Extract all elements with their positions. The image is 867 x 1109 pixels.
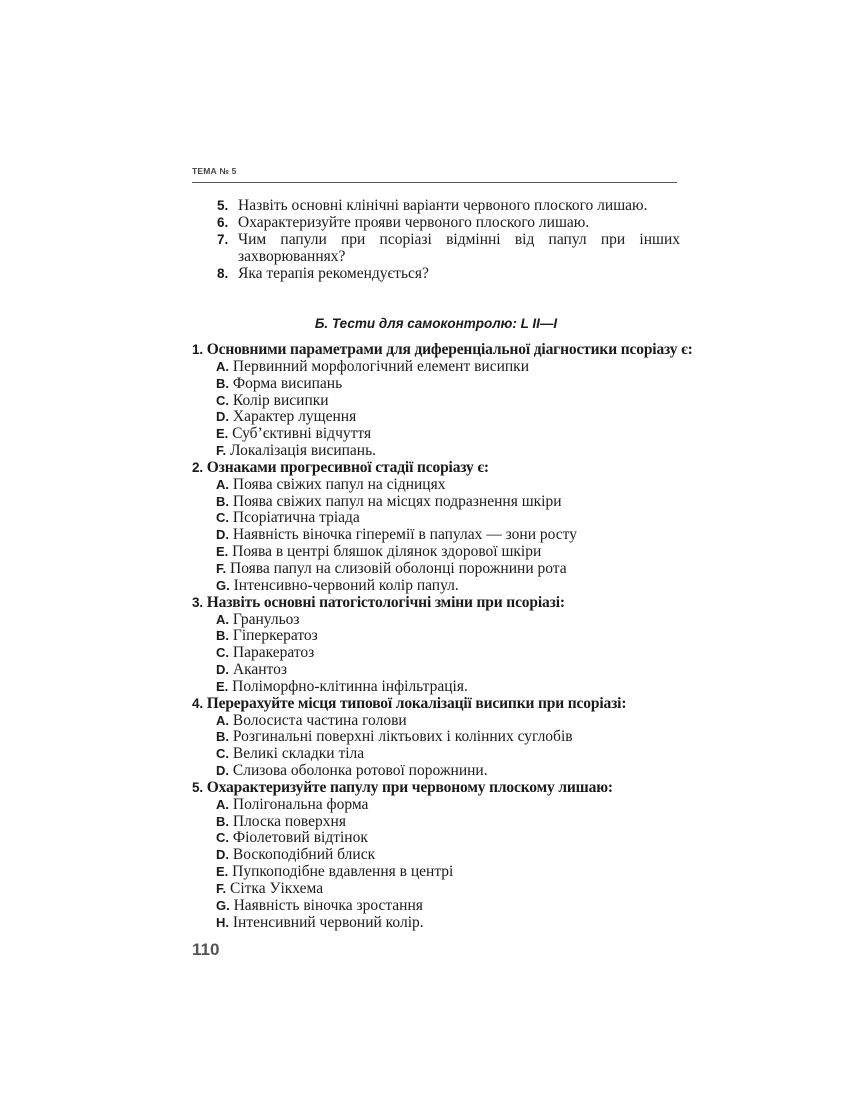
option-text: Інтенсивно-червоний колір папул.	[233, 576, 459, 594]
answer-option	[192, 662, 682, 679]
option-text: Суб’єктивні відчуття	[232, 425, 372, 443]
header-rule	[192, 182, 677, 183]
option-text: Слизова оболонка ротової порожнини.	[232, 762, 488, 780]
question-item	[192, 231, 680, 265]
section-title: Б. Тести для самоконтролю: L II—I	[314, 316, 558, 331]
option-text: Полігональна форма	[232, 795, 369, 813]
question-number: 5.	[217, 198, 229, 213]
test-question-text: Назвіть основні патогістологічні зміни при псоріазі:	[206, 593, 565, 611]
answer-option	[192, 797, 682, 814]
option-letter: E.	[216, 864, 229, 880]
answer-option	[192, 830, 682, 847]
option-text: Псоріатична тріада	[232, 509, 360, 527]
answer-option	[192, 898, 682, 915]
answer-option	[192, 510, 682, 527]
option-text: Поява свіжих папул на сідницях	[232, 475, 446, 493]
answer-option	[192, 561, 682, 578]
option-letter: C.	[216, 830, 229, 846]
option-letter: D.	[216, 763, 229, 779]
answer-option	[192, 544, 682, 561]
answer-option	[192, 409, 682, 426]
answer-option	[192, 847, 682, 864]
option-text: Поява свіжих папул на місцях подразнення шкіри	[232, 492, 562, 510]
answer-option	[192, 494, 682, 511]
option-letter: A.	[216, 476, 229, 492]
answer-option	[192, 393, 682, 410]
option-text: Форма висипань	[232, 374, 343, 392]
test-number: 3.	[192, 594, 203, 610]
option-text: Волосиста частина голови	[232, 711, 407, 729]
test-question	[192, 780, 682, 797]
option-letter: E.	[216, 426, 229, 442]
answer-option	[192, 612, 682, 629]
option-text: Поява в центрі бляшок ділянок здорової шкіри	[232, 543, 542, 561]
option-text: Сітка Уікхема	[230, 880, 324, 897]
test-question-text: Основними параметрами для диференціальної діагностики псоріазу є:	[206, 341, 693, 358]
option-text: Колір висипки	[232, 391, 329, 409]
option-text: Наявність віночка зростання	[233, 896, 423, 914]
answer-option	[192, 578, 682, 595]
question-text: Яка терапія рекомендується?	[238, 265, 429, 282]
option-text: Локалізація висипань.	[230, 442, 377, 460]
option-letter: A.	[216, 796, 229, 812]
answer-option	[192, 443, 682, 460]
option-text: Розгинальні поверхні ліктьових і колінних суглобів	[232, 728, 573, 746]
question-item	[192, 197, 680, 214]
option-text: Воскоподібний блиск	[232, 846, 376, 864]
option-letter: C.	[216, 392, 229, 408]
option-letter: D.	[216, 527, 229, 543]
answer-option	[192, 713, 682, 730]
test-question	[192, 460, 682, 477]
answer-option	[192, 915, 682, 932]
page-number: 110	[192, 940, 220, 959]
answer-option	[192, 376, 682, 393]
self-test-list	[192, 341, 693, 932]
option-letter: G.	[216, 897, 230, 913]
option-letter: F.	[216, 443, 227, 459]
option-letter: E.	[216, 678, 229, 694]
option-letter: E.	[216, 544, 229, 560]
option-letter: B.	[216, 628, 229, 644]
option-letter: B.	[216, 729, 229, 745]
answer-option	[192, 763, 682, 780]
question-text: Чим папули при псоріазі відмінні від папул при інших захворюваннях?	[238, 231, 680, 265]
question-number: 6.	[217, 215, 229, 230]
test-question-text: Перерахуйте місця типової локалізації висипки при псоріазі:	[206, 694, 627, 712]
answer-option	[192, 359, 682, 376]
question-item	[192, 265, 680, 282]
test-number: 1.	[192, 342, 203, 357]
option-letter: B.	[216, 375, 229, 391]
running-header: ТЕМА № 5	[192, 166, 237, 176]
option-letter: C.	[216, 645, 229, 661]
option-text: Гіперкератоз	[232, 627, 318, 645]
question-text: Охарактеризуйте прояви червоного плоского лишаю.	[238, 214, 590, 231]
test-question-text: Ознаками прогресивної стадії псоріазу є:	[206, 458, 489, 476]
answer-option	[192, 729, 682, 746]
answer-option	[192, 628, 682, 645]
option-text: Поліморфно-клітинна інфільтрація.	[232, 677, 468, 695]
option-text: Інтенсивний червоний колір.	[232, 913, 424, 931]
answer-option	[192, 746, 682, 763]
option-letter: D.	[216, 847, 229, 863]
option-letter: B.	[216, 493, 229, 509]
test-question	[192, 341, 693, 359]
option-text: Плоска поверхня	[232, 812, 346, 830]
option-letter: F.	[216, 881, 227, 896]
test-question	[192, 696, 682, 713]
answer-option	[192, 814, 682, 831]
option-letter: A.	[216, 358, 229, 374]
option-letter: C.	[216, 510, 229, 526]
option-text: Фіолетовий відтінок	[232, 829, 368, 847]
question-number: 8.	[217, 266, 229, 281]
option-text: Первинний морфологічний елемент висипки	[232, 357, 530, 375]
question-text: Назвіть основні клінічні варіанти червоного плоского лишаю.	[238, 197, 648, 214]
option-letter: A.	[216, 611, 229, 627]
option-text: Поява папул на слизовій оболонці порожнини рота	[230, 559, 567, 577]
option-letter: A.	[216, 712, 229, 728]
option-text: Акантоз	[232, 661, 287, 679]
test-number: 5.	[192, 779, 203, 795]
option-letter: C.	[216, 746, 229, 762]
option-letter: F.	[216, 560, 227, 576]
answer-option	[192, 426, 682, 443]
question-number: 7.	[217, 232, 229, 247]
answer-option	[192, 645, 682, 662]
test-number: 4.	[192, 695, 203, 711]
question-item	[192, 214, 680, 231]
option-letter: B.	[216, 813, 229, 829]
answer-option	[192, 527, 682, 544]
test-number: 2.	[192, 459, 203, 475]
option-text: Гранульоз	[232, 610, 300, 628]
option-text: Пупкоподібне вдавлення в центрі	[232, 863, 454, 881]
option-letter: H.	[216, 914, 229, 930]
option-text: Великі складки тіла	[232, 745, 365, 763]
answer-option	[192, 477, 682, 494]
answer-option	[192, 679, 682, 696]
option-text: Наявність віночка гіперемії в папулах — зони росту	[232, 526, 577, 544]
option-letter: G.	[216, 577, 230, 593]
option-letter: D.	[216, 662, 229, 678]
test-question-text: Охарактеризуйте папулу при червоному плоскому лишаю:	[206, 778, 613, 796]
option-letter: D.	[216, 409, 229, 425]
answer-option	[192, 864, 682, 881]
option-text: Характер лущення	[232, 408, 357, 426]
review-questions	[192, 197, 680, 282]
test-question	[192, 595, 682, 612]
option-text: Паракератоз	[232, 644, 315, 662]
answer-option	[192, 881, 682, 898]
